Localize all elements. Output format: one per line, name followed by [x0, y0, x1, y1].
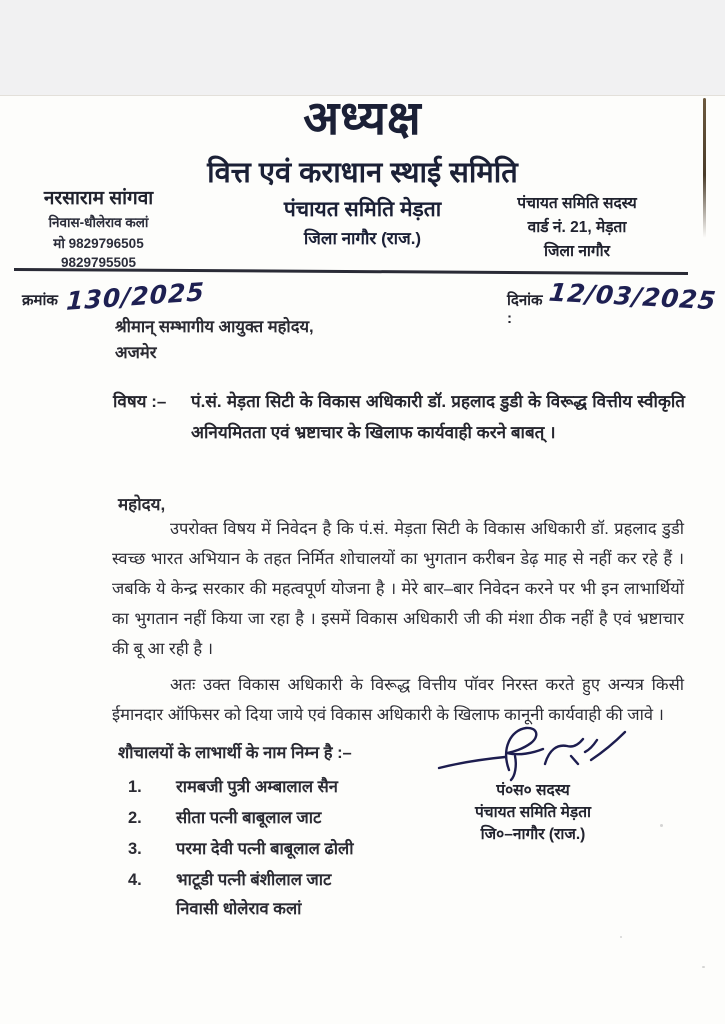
- sender-address: निवास-धौलेराव कलां: [48, 215, 149, 230]
- beneficiary-residence-note: निवासी धोलेराव कलां: [176, 900, 302, 918]
- letterhead-org-line2: जिला नागौर (राज.): [303, 229, 422, 248]
- recipient-line2: अजमेर: [115, 344, 157, 362]
- list-item-number: 2.: [128, 809, 142, 827]
- date-handwritten: 12/03/2025: [546, 277, 718, 316]
- scan-speck: [620, 936, 622, 938]
- subject-text: पं.सं. मेड़ता सिटी के विकास अधिकारी डॉ. प्रहलाद डुडी के विरूद्ध वित्तीय स्वीकृति अनियमितता एवं भ्रष्टाचार के खिलाफ कार्यवाही करने बाबत् ।: [191, 392, 685, 442]
- sender-contact-block: [16, 184, 181, 270]
- signatory-designation: पं०स० सदस्य: [496, 782, 570, 799]
- beneficiary-list: [128, 772, 458, 896]
- scan-speck: [702, 966, 705, 968]
- salutation: महोदय,: [118, 495, 166, 514]
- subject-block: [113, 386, 685, 448]
- designation-line1: पंचायत समिति सदस्य: [517, 195, 637, 212]
- signatory-district: जि०–नागौर (राज.): [480, 826, 586, 843]
- subject-label: विषय :–: [113, 392, 167, 411]
- reference-number-label: क्रमांक: [22, 292, 58, 309]
- letterhead-title: अध्यक्ष: [303, 91, 422, 144]
- signatory-org: पंचायत समिति मेड़ता: [474, 804, 592, 821]
- letterhead-org-line1: पंचायत समिति मेड़ता: [283, 198, 442, 221]
- list-item: [128, 772, 458, 803]
- signature-block: [418, 722, 648, 846]
- list-item-name: परमा देवी पत्नी बाबूलाल ढोली: [176, 840, 354, 858]
- date-label: दिनांक :: [507, 292, 543, 327]
- list-item-number: 3.: [128, 840, 142, 858]
- list-item-name: सीता पत्नी बाबूलाल जाट: [176, 809, 322, 827]
- list-item-number: 1.: [128, 778, 142, 796]
- header-divider-line: [14, 268, 688, 275]
- list-item: [128, 834, 458, 865]
- body-paragraph-2: अतः उक्त विकास अधिकारी के विरूद्ध वित्तीय पॉवर निरस्त करते हुए अन्यत्र किसी ईमानदार ऑफिसर को दिया जाये एवं विकास अधिकारी के खिलाफ कानूनी कार्यवाही की जावे ।: [112, 676, 684, 724]
- reference-number-handwritten: 130/2025: [65, 277, 206, 316]
- recipient-line1: श्रीमान् सम्भागीय आयुक्त महोदय,: [115, 318, 314, 336]
- designation-line3: जिला नागौर: [543, 243, 611, 260]
- sender-phone-2: 9829795505: [60, 255, 137, 270]
- letter-page: [0, 91, 725, 1024]
- sender-phone-1: मो 9829796505: [53, 236, 144, 251]
- list-item: [128, 865, 458, 896]
- list-item: [128, 803, 458, 834]
- beneficiary-list-intro: शौचालयों के लाभार्थी के नाम निम्न है :–: [118, 744, 352, 762]
- recipient-block: [115, 314, 314, 366]
- letterhead-subtitle: वित्त एवं कराधान स्थाई समिति: [207, 157, 518, 189]
- list-item-number: 4.: [128, 871, 142, 889]
- reference-number-group: [22, 277, 206, 316]
- list-item-name: रामबजी पुत्री अम्बालाल सैन: [176, 778, 338, 796]
- designation-line2: वार्ड नं. 21, मेड़ता: [527, 219, 627, 236]
- list-item-name: भाटूडी पत्नी बंशीलाल जाट: [176, 871, 332, 889]
- sender-designation-block: [487, 192, 667, 264]
- body-paragraph-1: उपरोक्त विषय में निवेदन है कि पं.सं. मेड़ता सिटी के विकास अधिकारी डॉ. प्रहलाद डुडी स्वच्छ भारत अभियान के तहत निर्मित शोचालयों का भुगतान करीबन डेढ़ माह से नहीं कर रहे हैं । जबकि ये केन्द्र सरकार की महत्वपूर्ण योजना है । मेरे बार–बार निवेदन करने पर भी इन लाभार्थियों का भुगतान नहीं किया जा रहा है । इसमें विकास अधिकारी जी की मंशा ठीक नहीं है एवं भ्रष्टाचार की बू आ रही है ।: [112, 520, 684, 658]
- date-group: [507, 277, 718, 327]
- sender-name: नरसाराम सांगवा: [43, 188, 154, 209]
- scan-speck: [660, 824, 663, 827]
